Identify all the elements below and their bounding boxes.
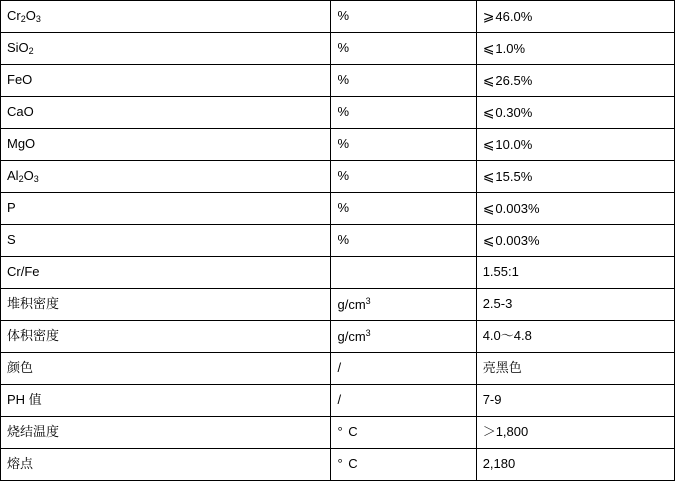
table-row (1, 65, 675, 97)
cell-item: $Cr_2O_3$ (1, 1, 331, 33)
cell-item: 堆积密度 (1, 289, 331, 321)
table-row (1, 289, 675, 321)
table-row (1, 33, 675, 65)
cell-value: 7-9 (476, 385, 674, 417)
cell-item: $Al_2O_3$ (1, 161, 331, 193)
cell-unit: ° C (331, 449, 476, 481)
cell-unit: % (331, 161, 476, 193)
cell-value: ⩽1.0% (476, 33, 674, 65)
cell-unit: $g/cm^3$ (331, 321, 476, 353)
cell-item: 颜色 (1, 353, 331, 385)
cell-value: ⩽10.0% (476, 129, 674, 161)
cell-item: 熔点 (1, 449, 331, 481)
cell-item: S (1, 225, 331, 257)
cell-value: 4.0～4.8 (476, 321, 674, 353)
cell-unit: / (331, 353, 476, 385)
cell-unit: % (331, 225, 476, 257)
table-row (1, 225, 675, 257)
cell-item: PH 值 (1, 385, 331, 417)
cell-unit: % (331, 193, 476, 225)
table-row (1, 129, 675, 161)
cell-value: ＞1,800 (476, 417, 674, 449)
cell-item: SiO$_2$ (1, 33, 331, 65)
cell-item: FeO (1, 65, 331, 97)
table-row (1, 321, 675, 353)
cell-value: ⩽0.003% (476, 225, 674, 257)
table-row (1, 257, 675, 289)
table-row (1, 449, 675, 481)
cell-value: ⩽0.003% (476, 193, 674, 225)
cell-value: 亮黑色 (476, 353, 674, 385)
cell-item: 体积密度 (1, 321, 331, 353)
cell-item: Cr/Fe (1, 257, 331, 289)
cell-value: ⩽15.5% (476, 161, 674, 193)
cell-unit (331, 257, 476, 289)
table-row (1, 353, 675, 385)
cell-value: ⩾46.0% (476, 1, 674, 33)
cell-item: CaO (1, 97, 331, 129)
cell-unit: $g/cm^3$ (331, 289, 476, 321)
table-row (1, 193, 675, 225)
table-row (1, 97, 675, 129)
cell-item: P (1, 193, 331, 225)
cell-value: ⩽26.5% (476, 65, 674, 97)
table-row (1, 161, 675, 193)
cell-value: 2,180 (476, 449, 674, 481)
cell-item: 烧结温度 (1, 417, 331, 449)
table-row (1, 417, 675, 449)
cell-value: 1.55:1 (476, 257, 674, 289)
cell-value: 2.5-3 (476, 289, 674, 321)
specification-table-body (1, 1, 675, 481)
cell-unit: ° C (331, 417, 476, 449)
cell-unit: % (331, 33, 476, 65)
cell-unit: / (331, 385, 476, 417)
cell-unit: % (331, 97, 476, 129)
cell-item: MgO (1, 129, 331, 161)
cell-unit: % (331, 1, 476, 33)
cell-unit: % (331, 65, 476, 97)
table-row (1, 385, 675, 417)
cell-unit: % (331, 129, 476, 161)
cell-value: ⩽0.30% (476, 97, 674, 129)
table-row (1, 1, 675, 33)
